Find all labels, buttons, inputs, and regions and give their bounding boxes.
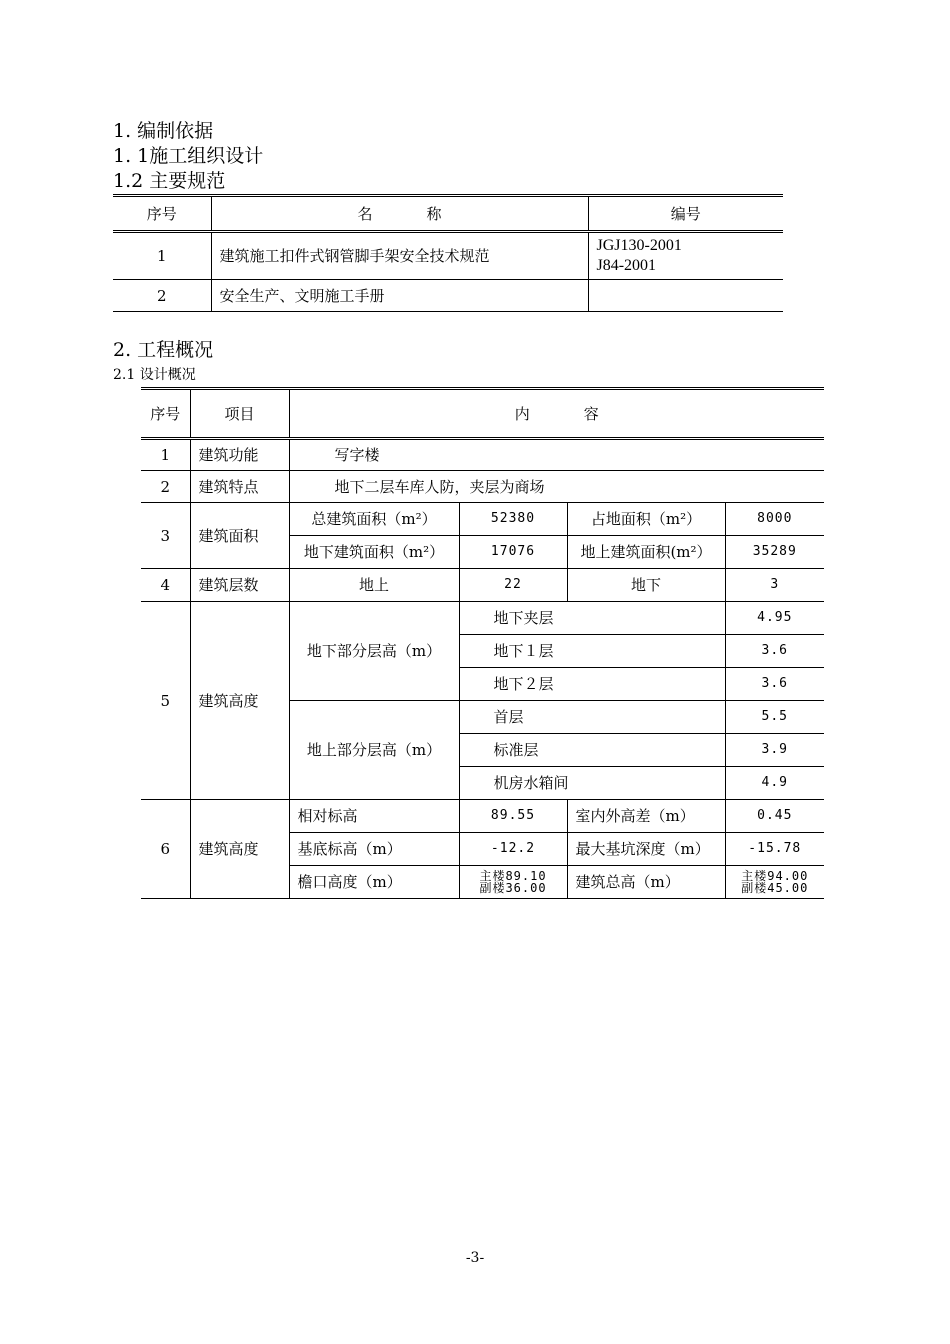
header-content: [289, 389, 824, 439]
header-content-b: 容: [583, 404, 599, 423]
heading-2-1: 2.1 设计概况: [113, 367, 196, 383]
row-code-line1: JGJ130-2001: [596, 237, 682, 254]
cell-value: 3: [725, 569, 824, 602]
cell-value: 89.55: [459, 800, 567, 833]
cell-value: 5.5: [725, 701, 824, 734]
cell-value: 22: [459, 569, 567, 602]
cell-label: 首层: [459, 701, 725, 734]
row-name: 安全生产、文明施工手册: [211, 280, 588, 312]
header-name-a: 名: [357, 204, 373, 223]
row-no: 2: [141, 471, 190, 503]
cell-label: 地下建筑面积（m²）: [289, 536, 459, 569]
cell-label: 地上: [289, 569, 459, 602]
row-no: 1: [141, 439, 190, 471]
specification-table: [113, 194, 783, 312]
group-label: 地上部分层高（m）: [289, 701, 459, 800]
header-item: 项目: [190, 389, 289, 439]
table-row: [113, 232, 783, 280]
cell-label: 基底标高（m）: [289, 833, 459, 866]
cell-value: [459, 866, 567, 899]
table-row: [141, 569, 824, 602]
cell-label: 地下: [567, 569, 725, 602]
cell-value-line1: 主楼94.00: [741, 869, 809, 883]
group-label: 地下部分层高（m）: [289, 602, 459, 701]
heading-2: 2. 工程概况: [113, 339, 214, 361]
cell-value-line2: 副楼45.00: [741, 881, 809, 895]
heading-1-2: 1.2 主要规范: [113, 170, 226, 192]
row-item: 建筑面积: [190, 503, 289, 569]
project-overview-table: [141, 387, 824, 899]
table-row: [141, 439, 824, 471]
table-row: [141, 602, 824, 635]
row-code: [588, 232, 783, 280]
cell-value: 3.6: [725, 668, 824, 701]
cell-value: -12.2: [459, 833, 567, 866]
row-no: 6: [141, 800, 190, 899]
row-code: [588, 280, 783, 312]
cell-value: 17076: [459, 536, 567, 569]
cell-label: 地下夹层: [459, 602, 725, 635]
page-number: -3-: [465, 1250, 485, 1266]
header-code: 编号: [588, 196, 783, 232]
heading-1-1: 1. 1施工组织设计: [113, 145, 264, 167]
row-no: 5: [141, 602, 190, 800]
cell-label: 总建筑面积（m²）: [289, 503, 459, 536]
row-item: 建筑功能: [190, 439, 289, 471]
row-item: 建筑高度: [190, 602, 289, 800]
table-row: [113, 280, 783, 312]
cell-value: [725, 866, 824, 899]
row-no: 3: [141, 503, 190, 569]
row-no: 4: [141, 569, 190, 602]
cell-value-line2: 副楼36.00: [479, 881, 547, 895]
cell-value: 35289: [725, 536, 824, 569]
header-content-a: 内: [514, 404, 530, 423]
header-name: [211, 196, 588, 232]
table-row: [141, 800, 824, 833]
header-name-b: 称: [426, 204, 442, 223]
cell-label: 最大基坑深度（m）: [567, 833, 725, 866]
row-content: 写字楼: [289, 439, 824, 471]
cell-value: 4.9: [725, 767, 824, 800]
cell-label: 地下２层: [459, 668, 725, 701]
cell-label: 檐口高度（m）: [289, 866, 459, 899]
cell-label: 建筑总高（m）: [567, 866, 725, 899]
cell-value: 3.9: [725, 734, 824, 767]
row-item: 建筑层数: [190, 569, 289, 602]
cell-label: 室内外高差（m）: [567, 800, 725, 833]
cell-label: 机房水箱间: [459, 767, 725, 800]
cell-label: 地上建筑面积(m²）: [567, 536, 725, 569]
cell-label: 相对标高: [289, 800, 459, 833]
table-row: [141, 503, 824, 536]
row-item: 建筑高度: [190, 800, 289, 899]
row-no: 2: [113, 280, 211, 312]
header-no: 序号: [113, 196, 211, 232]
row-no: 1: [113, 232, 211, 280]
cell-label: 地下１层: [459, 635, 725, 668]
row-name: 建筑施工扣件式钢管脚手架安全技术规范: [211, 232, 588, 280]
row-item: 建筑特点: [190, 471, 289, 503]
cell-value: 8000: [725, 503, 824, 536]
cell-value: 3.6: [725, 635, 824, 668]
row-code-line2: J84-2001: [596, 257, 657, 274]
table-row: [141, 471, 824, 503]
cell-label: 占地面积（m²）: [567, 503, 725, 536]
cell-value-line1: 主楼89.10: [479, 869, 547, 883]
cell-value: 4.95: [725, 602, 824, 635]
table-header-row: [113, 196, 783, 232]
row-content: 地下二层车库人防，夹层为商场: [289, 471, 824, 503]
cell-value: 52380: [459, 503, 567, 536]
cell-value: 0.45: [725, 800, 824, 833]
cell-label: 标准层: [459, 734, 725, 767]
cell-value: -15.78: [725, 833, 824, 866]
header-no: 序号: [141, 389, 190, 439]
table-header-row: [141, 389, 824, 439]
heading-1: 1. 编制依据: [113, 120, 214, 142]
